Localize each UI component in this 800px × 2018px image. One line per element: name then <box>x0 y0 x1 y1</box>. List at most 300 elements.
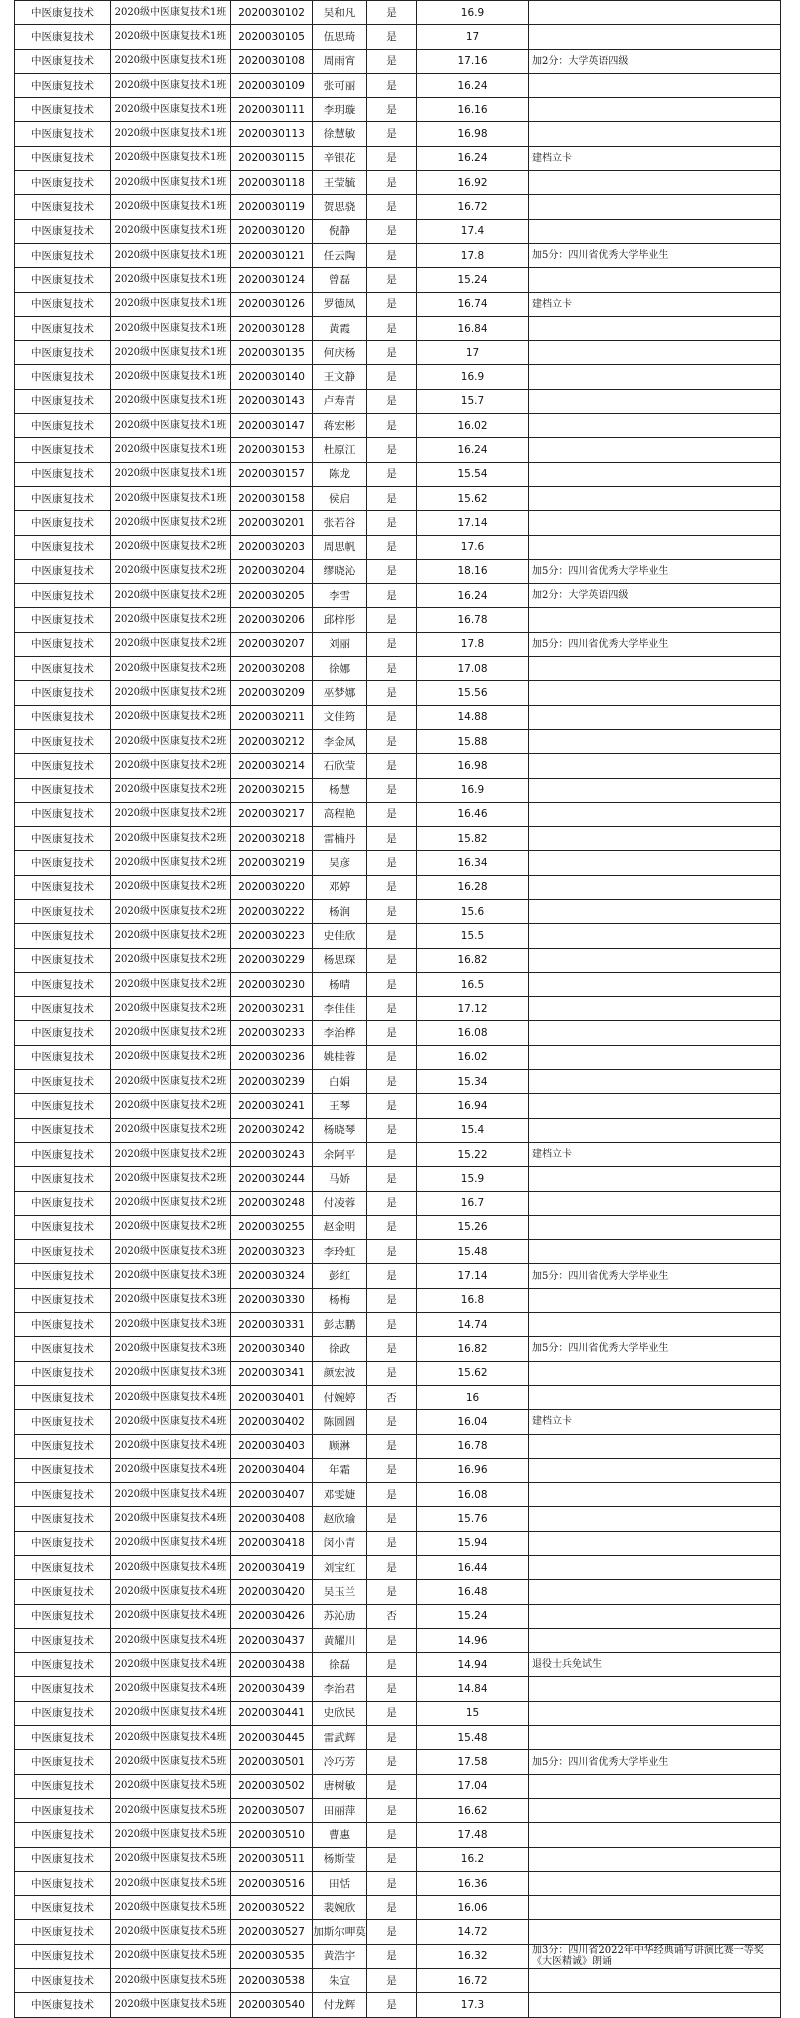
student-id-cell: 2020030111 <box>231 98 313 122</box>
name-cell: 徐政 <box>313 1337 367 1361</box>
student-id-cell: 2020030437 <box>231 1628 313 1652</box>
score-cell: 15.94 <box>417 1531 529 1555</box>
class-cell: 2020级中医康复技术4班 <box>111 1604 231 1628</box>
major-cell: 中医康复技术 <box>15 73 111 97</box>
table-row <box>15 1313 781 1337</box>
class-cell: 2020级中医康复技术2班 <box>111 1118 231 1142</box>
name-cell: 杨思琛 <box>313 948 367 972</box>
name-cell: 贺思骁 <box>313 195 367 219</box>
table-row <box>15 729 781 753</box>
name-cell: 赵欣瑜 <box>313 1507 367 1531</box>
major-cell: 中医康复技术 <box>15 899 111 923</box>
eligible-cell: 是 <box>367 462 417 486</box>
table-row <box>15 511 781 535</box>
name-cell: 杨晓琴 <box>313 1118 367 1142</box>
score-cell: 16.9 <box>417 365 529 389</box>
score-cell: 16.24 <box>417 146 529 170</box>
name-cell: 何庆杨 <box>313 341 367 365</box>
score-cell: 16.24 <box>417 73 529 97</box>
remark-cell <box>529 997 781 1021</box>
score-cell: 15.7 <box>417 389 529 413</box>
table-row <box>15 1531 781 1555</box>
score-cell: 15.54 <box>417 462 529 486</box>
eligible-cell: 是 <box>367 316 417 340</box>
table-row <box>15 827 781 851</box>
major-cell: 中医康复技术 <box>15 1653 111 1677</box>
class-cell: 2020级中医康复技术3班 <box>111 1361 231 1385</box>
eligible-cell: 是 <box>367 1045 417 1069</box>
major-cell: 中医康复技术 <box>15 1604 111 1628</box>
major-cell: 中医康复技术 <box>15 559 111 583</box>
score-cell: 14.88 <box>417 705 529 729</box>
student-id-cell: 2020030341 <box>231 1361 313 1385</box>
remark-cell <box>529 1847 781 1871</box>
name-cell: 付婉婷 <box>313 1385 367 1409</box>
student-id-cell: 2020030209 <box>231 681 313 705</box>
name-cell: 吴和凡 <box>313 1 367 25</box>
eligible-cell: 是 <box>367 1 417 25</box>
table-row <box>15 1774 781 1798</box>
table-row <box>15 948 781 972</box>
table-row <box>15 1337 781 1361</box>
major-cell: 中医康复技术 <box>15 997 111 1021</box>
eligible-cell: 是 <box>367 632 417 656</box>
eligible-cell: 是 <box>367 948 417 972</box>
class-cell: 2020级中医康复技术3班 <box>111 1240 231 1264</box>
eligible-cell: 是 <box>367 1240 417 1264</box>
name-cell: 伍思琦 <box>313 25 367 49</box>
student-id-cell: 2020030248 <box>231 1191 313 1215</box>
score-cell: 16.7 <box>417 1191 529 1215</box>
major-cell: 中医康复技术 <box>15 1337 111 1361</box>
major-cell: 中医康复技术 <box>15 462 111 486</box>
name-cell: 黄霞 <box>313 316 367 340</box>
student-id-cell: 2020030115 <box>231 146 313 170</box>
score-cell: 16.06 <box>417 1896 529 1920</box>
name-cell: 吴彦 <box>313 851 367 875</box>
class-cell: 2020级中医康复技术1班 <box>111 1 231 25</box>
name-cell: 邓雯婕 <box>313 1483 367 1507</box>
remark-cell <box>529 535 781 559</box>
name-cell: 高程艳 <box>313 802 367 826</box>
table-row <box>15 1896 781 1920</box>
eligible-cell: 是 <box>367 972 417 996</box>
student-id-cell: 2020030108 <box>231 49 313 73</box>
table-row <box>15 1021 781 1045</box>
major-cell: 中医康复技术 <box>15 1410 111 1434</box>
major-cell: 中医康复技术 <box>15 1288 111 1312</box>
table-row <box>15 1191 781 1215</box>
table-row <box>15 1434 781 1458</box>
student-id-cell: 2020030126 <box>231 292 313 316</box>
eligible-cell: 是 <box>367 559 417 583</box>
table-row <box>15 195 781 219</box>
eligible-cell: 是 <box>367 414 417 438</box>
name-cell: 卢寿青 <box>313 389 367 413</box>
major-cell: 中医康复技术 <box>15 705 111 729</box>
name-cell: 李玥璇 <box>313 98 367 122</box>
eligible-cell: 是 <box>367 1701 417 1725</box>
class-cell: 2020级中医康复技术1班 <box>111 73 231 97</box>
name-cell: 白娟 <box>313 1070 367 1094</box>
score-cell: 14.96 <box>417 1628 529 1652</box>
student-id-cell: 2020030441 <box>231 1701 313 1725</box>
student-id-cell: 2020030215 <box>231 778 313 802</box>
class-cell: 2020级中医康复技术1班 <box>111 365 231 389</box>
eligible-cell: 是 <box>367 1896 417 1920</box>
remark-cell <box>529 1580 781 1604</box>
class-cell: 2020级中医康复技术4班 <box>111 1385 231 1409</box>
score-cell: 16.82 <box>417 948 529 972</box>
table-row <box>15 875 781 899</box>
class-cell: 2020级中医康复技术1班 <box>111 438 231 462</box>
major-cell: 中医康复技术 <box>15 438 111 462</box>
score-cell: 16.02 <box>417 1045 529 1069</box>
name-cell: 周思帆 <box>313 535 367 559</box>
remark-cell <box>529 1726 781 1750</box>
eligible-cell: 是 <box>367 1458 417 1482</box>
name-cell: 杨晴 <box>313 972 367 996</box>
class-cell: 2020级中医康复技术1班 <box>111 316 231 340</box>
table-row <box>15 1264 781 1288</box>
remark-cell <box>529 1483 781 1507</box>
student-id-cell: 2020030418 <box>231 1531 313 1555</box>
remark-cell: 加3分：四川省2022年中华经典诵写讲演比赛一等奖《大医精诚》朗诵 <box>529 1944 781 1968</box>
table-row <box>15 1556 781 1580</box>
score-cell: 16.84 <box>417 316 529 340</box>
name-cell: 邱梓彤 <box>313 608 367 632</box>
table-row <box>15 365 781 389</box>
table-row <box>15 1507 781 1531</box>
student-id-cell: 2020030242 <box>231 1118 313 1142</box>
table-row <box>15 657 781 681</box>
student-id-cell: 2020030105 <box>231 25 313 49</box>
student-id-cell: 2020030516 <box>231 1871 313 1895</box>
student-id-cell: 2020030229 <box>231 948 313 972</box>
major-cell: 中医康复技术 <box>15 681 111 705</box>
class-cell: 2020级中医康复技术4班 <box>111 1726 231 1750</box>
remark-cell <box>529 1774 781 1798</box>
class-cell: 2020级中医康复技术2班 <box>111 559 231 583</box>
score-cell: 16.9 <box>417 778 529 802</box>
student-id-cell: 2020030220 <box>231 875 313 899</box>
student-id-cell: 2020030324 <box>231 1264 313 1288</box>
student-id-cell: 2020030143 <box>231 389 313 413</box>
score-cell: 14.74 <box>417 1313 529 1337</box>
table-row <box>15 754 781 778</box>
name-cell: 王琴 <box>313 1094 367 1118</box>
score-cell: 16.8 <box>417 1288 529 1312</box>
name-cell: 苏沁劢 <box>313 1604 367 1628</box>
class-cell: 2020级中医康复技术3班 <box>111 1288 231 1312</box>
eligible-cell: 是 <box>367 705 417 729</box>
name-cell: 付凌蓉 <box>313 1191 367 1215</box>
score-cell: 16.98 <box>417 754 529 778</box>
eligible-cell: 是 <box>367 438 417 462</box>
student-id-cell: 2020030507 <box>231 1798 313 1822</box>
remark-cell <box>529 778 781 802</box>
score-cell: 17.8 <box>417 243 529 267</box>
major-cell: 中医康复技术 <box>15 414 111 438</box>
table-row <box>15 1677 781 1701</box>
eligible-cell: 是 <box>367 1823 417 1847</box>
table-row <box>15 632 781 656</box>
remark-cell <box>529 1896 781 1920</box>
table-row <box>15 1458 781 1482</box>
class-cell: 2020级中医康复技术1班 <box>111 292 231 316</box>
student-id-cell: 2020030230 <box>231 972 313 996</box>
class-cell: 2020级中医康复技术2班 <box>111 1021 231 1045</box>
name-cell: 徐磊 <box>313 1653 367 1677</box>
student-id-cell: 2020030501 <box>231 1750 313 1774</box>
name-cell: 周雨宵 <box>313 49 367 73</box>
score-cell: 14.84 <box>417 1677 529 1701</box>
eligible-cell: 是 <box>367 1483 417 1507</box>
score-cell: 16.08 <box>417 1483 529 1507</box>
major-cell: 中医康复技术 <box>15 729 111 753</box>
score-cell: 16.62 <box>417 1798 529 1822</box>
eligible-cell: 是 <box>367 1726 417 1750</box>
name-cell: 顾淋 <box>313 1434 367 1458</box>
class-cell: 2020级中医康复技术3班 <box>111 1264 231 1288</box>
class-cell: 2020级中医康复技术2班 <box>111 584 231 608</box>
name-cell: 冷巧芳 <box>313 1750 367 1774</box>
remark-cell <box>529 1507 781 1531</box>
name-cell: 任云陶 <box>313 243 367 267</box>
table-row <box>15 1094 781 1118</box>
table-row <box>15 438 781 462</box>
eligible-cell: 是 <box>367 268 417 292</box>
eligible-cell: 是 <box>367 1847 417 1871</box>
student-id-cell: 2020030207 <box>231 632 313 656</box>
student-id-cell: 2020030403 <box>231 1434 313 1458</box>
eligible-cell: 是 <box>367 1191 417 1215</box>
table-row <box>15 1483 781 1507</box>
table-row <box>15 1580 781 1604</box>
student-id-cell: 2020030233 <box>231 1021 313 1045</box>
major-cell: 中医康复技术 <box>15 195 111 219</box>
eligible-cell: 是 <box>367 851 417 875</box>
major-cell: 中医康复技术 <box>15 1944 111 1968</box>
remark-cell <box>529 948 781 972</box>
major-cell: 中医康复技术 <box>15 1045 111 1069</box>
score-cell: 17.14 <box>417 1264 529 1288</box>
remark-cell <box>529 1070 781 1094</box>
eligible-cell: 是 <box>367 1944 417 1968</box>
remark-cell: 加5分：四川省优秀大学毕业生 <box>529 632 781 656</box>
name-cell: 余阿平 <box>313 1142 367 1166</box>
remark-cell: 建档立卡 <box>529 146 781 170</box>
name-cell: 田丽萍 <box>313 1798 367 1822</box>
class-cell: 2020级中医康复技术1班 <box>111 25 231 49</box>
remark-cell <box>529 1167 781 1191</box>
table-row <box>15 486 781 510</box>
major-cell: 中医康复技术 <box>15 584 111 608</box>
class-cell: 2020级中医康复技术5班 <box>111 1774 231 1798</box>
score-cell: 16.02 <box>417 414 529 438</box>
class-cell: 2020级中医康复技术1班 <box>111 486 231 510</box>
score-cell: 17 <box>417 341 529 365</box>
eligible-cell: 是 <box>367 341 417 365</box>
remark-cell <box>529 1920 781 1944</box>
remark-cell <box>529 1628 781 1652</box>
name-cell: 刘宝红 <box>313 1556 367 1580</box>
student-id-cell: 2020030255 <box>231 1215 313 1239</box>
score-cell: 17.12 <box>417 997 529 1021</box>
class-cell: 2020级中医康复技术5班 <box>111 1993 231 2017</box>
name-cell: 曹惠 <box>313 1823 367 1847</box>
remark-cell <box>529 1361 781 1385</box>
score-cell: 16.04 <box>417 1410 529 1434</box>
remark-cell <box>529 972 781 996</box>
eligible-cell: 是 <box>367 924 417 948</box>
name-cell: 刘丽 <box>313 632 367 656</box>
major-cell: 中医康复技术 <box>15 98 111 122</box>
score-cell: 15.62 <box>417 486 529 510</box>
score-cell: 15.82 <box>417 827 529 851</box>
major-cell: 中医康复技术 <box>15 1458 111 1482</box>
major-cell: 中医康复技术 <box>15 1483 111 1507</box>
name-cell: 杜原江 <box>313 438 367 462</box>
major-cell: 中医康复技术 <box>15 486 111 510</box>
score-cell: 17.48 <box>417 1823 529 1847</box>
eligible-cell: 是 <box>367 1070 417 1094</box>
score-cell: 15.26 <box>417 1215 529 1239</box>
eligible-cell: 是 <box>367 899 417 923</box>
table-row <box>15 462 781 486</box>
name-cell: 徐慧敏 <box>313 122 367 146</box>
remark-cell <box>529 414 781 438</box>
score-cell: 16.98 <box>417 122 529 146</box>
class-cell: 2020级中医康复技术4班 <box>111 1556 231 1580</box>
student-id-cell: 2020030331 <box>231 1313 313 1337</box>
score-cell: 14.72 <box>417 1920 529 1944</box>
student-id-cell: 2020030109 <box>231 73 313 97</box>
table-row <box>15 219 781 243</box>
class-cell: 2020级中医康复技术2班 <box>111 1191 231 1215</box>
remark-cell <box>529 98 781 122</box>
major-cell: 中医康复技术 <box>15 754 111 778</box>
student-id-cell: 2020030231 <box>231 997 313 1021</box>
class-cell: 2020级中医康复技术2班 <box>111 608 231 632</box>
student-id-cell: 2020030118 <box>231 171 313 195</box>
remark-cell <box>529 316 781 340</box>
class-cell: 2020级中医康复技术4班 <box>111 1677 231 1701</box>
table-row <box>15 1604 781 1628</box>
table-row <box>15 1142 781 1166</box>
major-cell: 中医康复技术 <box>15 851 111 875</box>
student-id-cell: 2020030217 <box>231 802 313 826</box>
remark-cell <box>529 1045 781 1069</box>
table-row <box>15 1750 781 1774</box>
eligible-cell: 是 <box>367 875 417 899</box>
major-cell: 中医康复技术 <box>15 535 111 559</box>
major-cell: 中医康复技术 <box>15 657 111 681</box>
remark-cell <box>529 1531 781 1555</box>
major-cell: 中医康复技术 <box>15 292 111 316</box>
eligible-cell: 是 <box>367 729 417 753</box>
remark-cell: 建档立卡 <box>529 292 781 316</box>
name-cell: 李金凤 <box>313 729 367 753</box>
student-id-cell: 2020030522 <box>231 1896 313 1920</box>
major-cell: 中医康复技术 <box>15 1 111 25</box>
major-cell: 中医康复技术 <box>15 948 111 972</box>
name-cell: 唐树敏 <box>313 1774 367 1798</box>
table-row <box>15 535 781 559</box>
class-cell: 2020级中医康复技术2班 <box>111 511 231 535</box>
major-cell: 中医康复技术 <box>15 243 111 267</box>
score-cell: 15.34 <box>417 1070 529 1094</box>
remark-cell <box>529 1969 781 1993</box>
student-id-cell: 2020030527 <box>231 1920 313 1944</box>
class-cell: 2020级中医康复技术2班 <box>111 997 231 1021</box>
name-cell: 赵金明 <box>313 1215 367 1239</box>
student-id-cell: 2020030511 <box>231 1847 313 1871</box>
score-cell: 16 <box>417 1385 529 1409</box>
name-cell: 杨斯莹 <box>313 1847 367 1871</box>
remark-cell: 加2分：大学英语四级 <box>529 49 781 73</box>
table-row <box>15 1 781 25</box>
score-cell: 15.48 <box>417 1240 529 1264</box>
class-cell: 2020级中医康复技术5班 <box>111 1847 231 1871</box>
eligible-cell: 是 <box>367 657 417 681</box>
name-cell: 王文静 <box>313 365 367 389</box>
table-row <box>15 1385 781 1409</box>
remark-cell: 加5分：四川省优秀大学毕业生 <box>529 559 781 583</box>
major-cell: 中医康复技术 <box>15 1920 111 1944</box>
remark-cell <box>529 1798 781 1822</box>
remark-cell: 加5分：四川省优秀大学毕业生 <box>529 1337 781 1361</box>
score-cell: 16.16 <box>417 98 529 122</box>
major-cell: 中医康复技术 <box>15 1556 111 1580</box>
table-row <box>15 924 781 948</box>
remark-cell: 加2分：大学英语四级 <box>529 584 781 608</box>
class-cell: 2020级中医康复技术2班 <box>111 754 231 778</box>
major-cell: 中医康复技术 <box>15 1750 111 1774</box>
remark-cell: 加5分：四川省优秀大学毕业生 <box>529 243 781 267</box>
name-cell: 石欣莹 <box>313 754 367 778</box>
major-cell: 中医康复技术 <box>15 1215 111 1239</box>
score-cell: 16.78 <box>417 1434 529 1458</box>
table-row <box>15 559 781 583</box>
class-cell: 2020级中医康复技术4班 <box>111 1507 231 1531</box>
major-cell: 中医康复技术 <box>15 1847 111 1871</box>
name-cell: 付龙辉 <box>313 1993 367 2017</box>
remark-cell <box>529 1 781 25</box>
score-cell: 17 <box>417 25 529 49</box>
class-cell: 2020级中医康复技术3班 <box>111 1313 231 1337</box>
eligible-cell: 是 <box>367 608 417 632</box>
remark-cell <box>529 1701 781 1725</box>
class-cell: 2020级中医康复技术1班 <box>111 243 231 267</box>
student-id-cell: 2020030128 <box>231 316 313 340</box>
remark-cell <box>529 754 781 778</box>
major-cell: 中医康复技术 <box>15 972 111 996</box>
eligible-cell: 是 <box>367 1774 417 1798</box>
score-cell: 16.08 <box>417 1021 529 1045</box>
score-cell: 15.48 <box>417 1726 529 1750</box>
major-cell: 中医康复技术 <box>15 1118 111 1142</box>
score-cell: 16.32 <box>417 1944 529 1968</box>
major-cell: 中医康复技术 <box>15 1142 111 1166</box>
name-cell: 姚桂蓉 <box>313 1045 367 1069</box>
remark-cell <box>529 875 781 899</box>
major-cell: 中医康复技术 <box>15 1969 111 1993</box>
score-cell: 16.36 <box>417 1871 529 1895</box>
remark-cell <box>529 1385 781 1409</box>
eligible-cell: 是 <box>367 997 417 1021</box>
table-row <box>15 972 781 996</box>
